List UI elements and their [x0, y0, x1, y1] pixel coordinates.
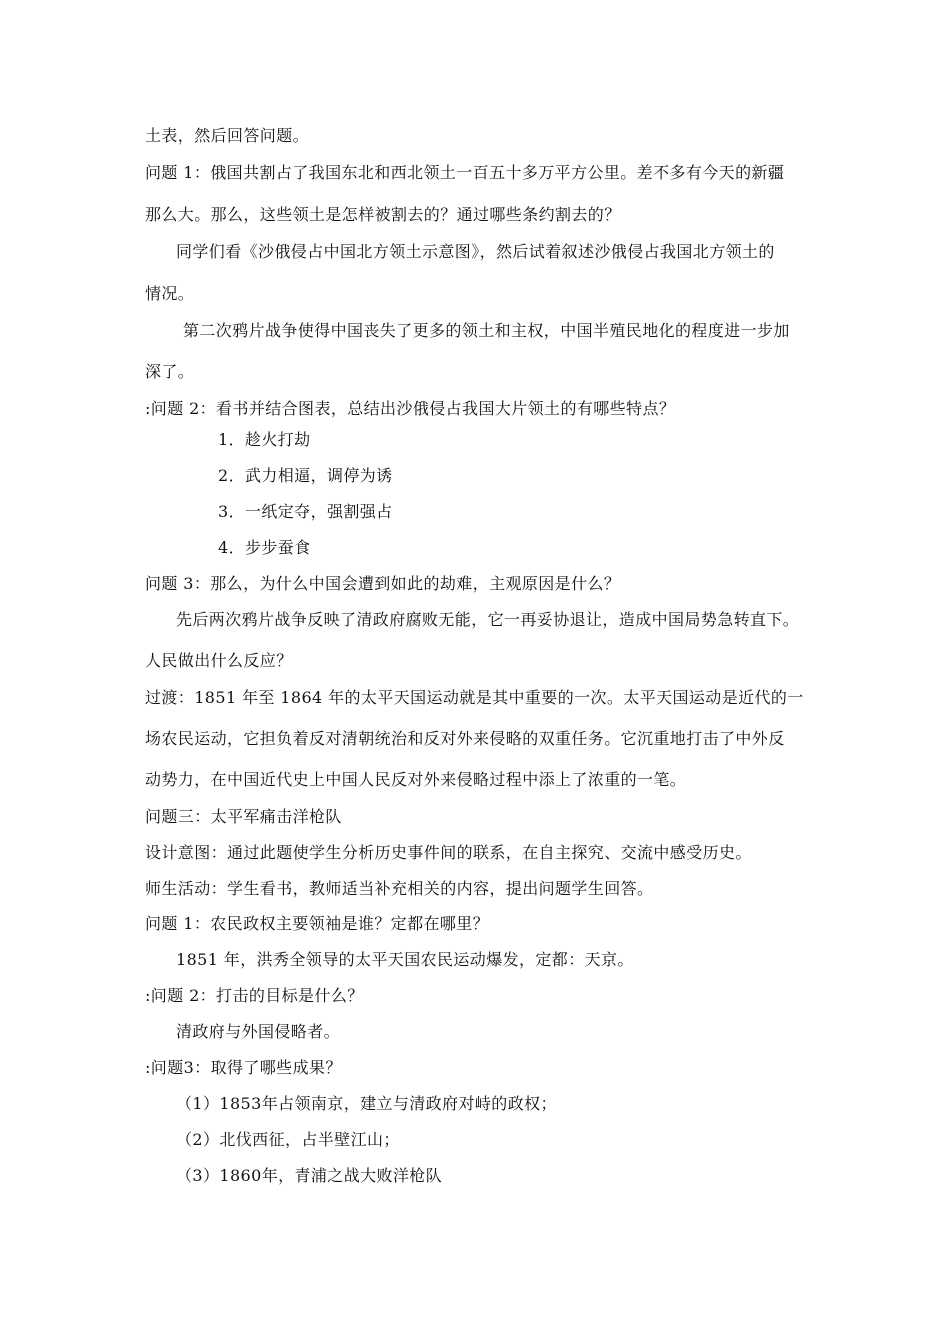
text-line: 师生活动：学生看书，教师适当补充相关的内容，提出问题学生回答。: [145, 879, 654, 898]
text-line: :问题 2：看书并结合图表，总结出沙俄侵占我国大片领土的有哪些特点？: [145, 399, 676, 418]
text-line: 同学们看《沙俄侵占中国北方领土示意图》，然后试着叙述沙俄侵占我国北方领土的: [176, 242, 775, 261]
text-line: 问题 1：俄国共割占了我国东北和西北领土一百五十多万平方公里。差不多有今天的新疆: [145, 163, 785, 182]
text-line: 人民做出什么反应？: [145, 651, 293, 670]
text-line: :问题3：取得了哪些成果？: [145, 1058, 342, 1077]
text-line: 动势力，在中国近代史上中国人民反对外来侵略过程中添上了浓重的一笔。: [145, 770, 687, 789]
text-line: 场农民运动，它担负着反对清朝统治和反对外来侵略的双重任务。它沉重地打击了中外反: [145, 729, 785, 748]
text-line: 过渡：1851 年至 1864 年的太平天国运动就是其中重要的一次。太平天国运动是近代的一: [145, 688, 804, 707]
text-line: 情况。: [145, 284, 195, 303]
text-line: 问题 3：那么，为什么中国会遭到如此的劫难，主观原因是什么？: [145, 574, 621, 593]
text-line: 清政府与外国侵略者。: [176, 1022, 341, 1041]
text-line: 那么大。那么，这些领土是怎样被割去的？通过哪些条约割去的？: [145, 205, 621, 224]
text-line: 问题 1：农民政权主要领袖是谁？定都在哪里？: [145, 914, 490, 933]
text-line: 问题三：太平军痛击洋枪队: [145, 807, 342, 826]
text-line: 土表，然后回答问题。: [145, 126, 310, 145]
text-line: 1851 年，洪秀全领导的太平天国农民运动爆发，定都：天京。: [176, 950, 634, 969]
list-item: （3）1860年，青浦之战大败洋枪队: [176, 1166, 443, 1185]
list-item: 3．一纸定夺，强割强占: [218, 502, 393, 521]
text-line: :问题 2：打击的目标是什么？: [145, 986, 364, 1005]
list-item: 1．趁火打劫: [218, 430, 311, 449]
list-item: 4．步步蚕食: [218, 538, 311, 557]
text-line: 先后两次鸦片战争反映了清政府腐败无能，它一再妥协退让，造成中国局势急转直下。: [176, 610, 800, 629]
list-item: （1）1853年占领南京，建立与清政府对峙的政权；: [176, 1094, 557, 1113]
text-line: 第二次鸦片战争使得中国丧失了更多的领土和主权，中国半殖民地化的程度进一步加: [183, 321, 790, 340]
text-line: 设计意图：通过此题使学生分析历史事件间的联系，在自主探究、交流中感受历史。: [145, 843, 752, 862]
list-item: 2．武力相逼，调停为诱: [218, 466, 393, 485]
text-line: 深了。: [145, 362, 195, 381]
list-item: （2）北伐西征，占半壁江山；: [176, 1130, 400, 1149]
